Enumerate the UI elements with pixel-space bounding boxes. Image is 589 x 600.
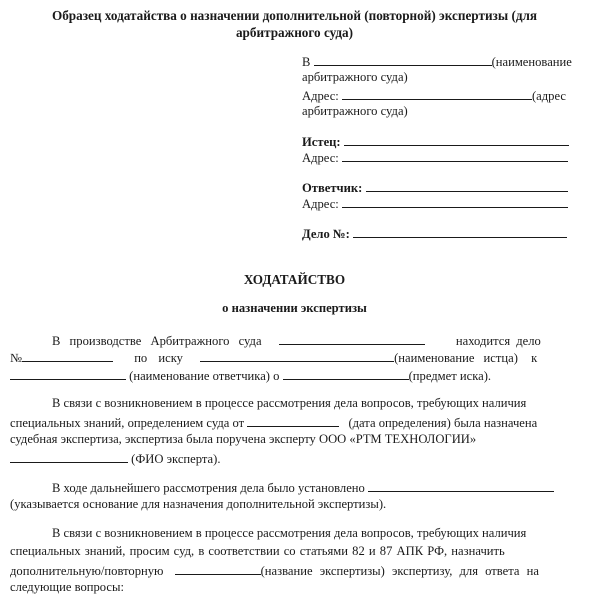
case-number-line — [302, 226, 567, 241]
defendant-name-blank — [10, 368, 126, 380]
court-line — [302, 54, 572, 69]
case-number-blank-2 — [22, 350, 113, 362]
defendant-address-blank — [342, 196, 568, 208]
defendant-blank — [366, 180, 568, 192]
expertise-name-blank — [175, 563, 261, 575]
p1-text-b: находится дело — [455, 334, 541, 348]
ruling-date-hint: (дата определения) была назначена — [348, 416, 538, 430]
expertise-name-hint: (название экспертизы) экспертизу, для ответа на — [260, 564, 539, 578]
plaintiff-name-blank — [200, 350, 394, 362]
p3-line-1 — [52, 480, 554, 495]
defendant-line — [302, 180, 568, 195]
document-title-line-1: Образец ходатайства о назначении дополнительной (повторной) экспертизы (для — [51, 8, 538, 23]
p2-line-4 — [10, 451, 221, 466]
p4-line-1: В связи с возникновением в процессе рассмотрения дела вопросов, требующих наличия — [52, 526, 527, 540]
document-title-line-2: арбитражного суда) — [235, 25, 354, 40]
court-address-blank — [342, 88, 532, 100]
to-prefix: В — [302, 55, 311, 69]
expert-name-hint: (ФИО эксперта). — [131, 452, 221, 466]
plaintiff-address-line — [302, 150, 568, 165]
expert-name-blank — [10, 451, 128, 463]
plaintiff-name-hint: (наименование истца) — [394, 351, 518, 365]
p3-text: В ходе дальнейшего рассмотрения дела было установлено — [52, 481, 365, 495]
court-hint-line-2: арбитражного суда) — [302, 70, 408, 84]
case-number-label: Дело №: — [302, 227, 350, 241]
claim-subject-blank — [283, 368, 409, 380]
court-address-hint: (адрес — [531, 89, 566, 103]
claim-subject-hint: (предмет иска). — [408, 369, 492, 383]
case-number-prefix: № — [10, 351, 23, 365]
p3-line-2: (указывается основание для назначения дополнительной экспертизы). — [10, 497, 387, 511]
p1-line-3 — [10, 368, 491, 383]
petition-heading: ХОДАТАЙСТВО — [243, 272, 346, 287]
defendant-address-line — [302, 196, 568, 211]
ruling-date-blank — [247, 415, 339, 427]
court-address-line — [302, 88, 566, 103]
p2-line-3: судебная экспертиза, экспертиза была поручена эксперту ООО «РТМ ТЕХНОЛОГИИ» — [10, 432, 477, 446]
p2-line-2 — [10, 415, 537, 430]
plaintiff-address-label: Адрес: — [302, 151, 339, 165]
plaintiff-address-blank — [342, 150, 568, 162]
plaintiff-blank — [344, 134, 569, 146]
court-address-hint-line-2: арбитражного суда) — [302, 104, 408, 118]
p4-line-2: специальных знаний, просим суд, в соответствии со статьями 82 и 87 АПК РФ, назначить — [10, 544, 505, 558]
court-address-label: Адрес: — [302, 89, 339, 103]
case-number-blank — [353, 226, 567, 238]
p2-text-a: специальных знаний, определением суда от — [10, 416, 245, 430]
plaintiff-label: Истец: — [302, 135, 341, 149]
p4-line-4: следующие вопросы: — [10, 580, 124, 594]
against-word: к — [531, 351, 538, 365]
p1-line-2 — [10, 350, 537, 365]
p4-text-a: дополнительную/повторную — [10, 564, 164, 578]
p1-line-1 — [52, 333, 541, 348]
court-name-blank-2 — [279, 333, 425, 345]
plaintiff-line — [302, 134, 569, 149]
petition-subheading: о назначении экспертизы — [222, 301, 367, 315]
defendant-name-hint: (наименование ответчика) о — [129, 369, 280, 383]
defendant-address-label: Адрес: — [302, 197, 339, 211]
court-name-blank — [314, 54, 492, 66]
court-name-hint: (наименование — [491, 55, 572, 69]
defendant-label: Ответчик: — [302, 181, 363, 195]
p1-text-a: В производстве Арбитражного суда — [52, 334, 262, 348]
grounds-blank — [368, 480, 554, 492]
p2-line-1: В связи с возникновением в процессе рассмотрения дела вопросов, требующих наличия — [52, 396, 527, 410]
lawsuit-label: по иску — [134, 351, 183, 365]
p4-line-3 — [10, 563, 539, 578]
